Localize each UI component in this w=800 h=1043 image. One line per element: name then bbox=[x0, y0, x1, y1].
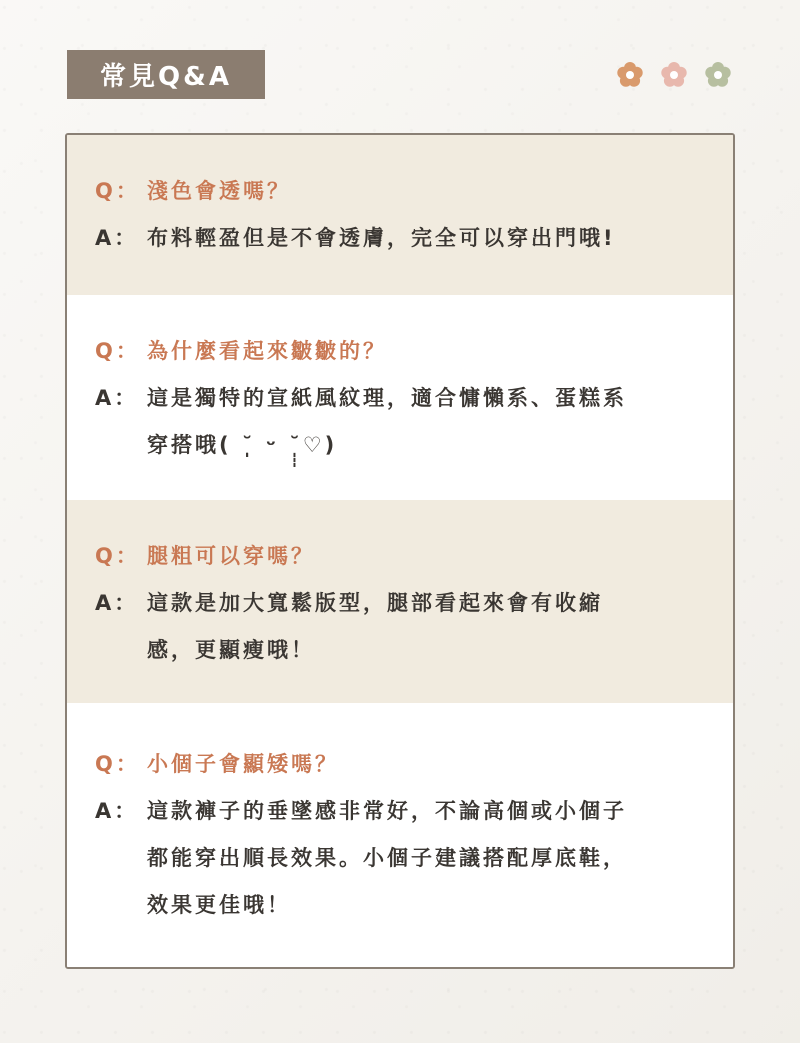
question-text: 淺色會透嗎？ bbox=[147, 179, 291, 203]
flower-decoration bbox=[616, 61, 732, 89]
answer-text: 效果更佳哦！ bbox=[147, 893, 291, 917]
answer-line-continued bbox=[95, 627, 733, 674]
flower-icon bbox=[616, 61, 644, 89]
question-text: 小個子會顯矮嗎？ bbox=[147, 752, 339, 776]
question-line bbox=[95, 328, 733, 375]
answer-text: 穿搭哦( ˘̩̩̩ ᵕ ˘̩̩̩♡) bbox=[147, 433, 338, 457]
question-line bbox=[95, 741, 733, 788]
answer-line bbox=[95, 580, 733, 627]
qa-item bbox=[67, 703, 733, 967]
answer-text: 都能穿出順長效果。小個子建議搭配厚底鞋， bbox=[147, 846, 627, 870]
question-prefix: Q： bbox=[95, 752, 140, 776]
question-prefix: Q： bbox=[95, 544, 140, 568]
answer-line bbox=[95, 375, 733, 422]
answer-line bbox=[95, 788, 733, 835]
answer-prefix: A： bbox=[95, 799, 139, 823]
page-title: 常見Q&A bbox=[67, 50, 265, 99]
answer-prefix: A： bbox=[95, 386, 139, 410]
answer-text: 這是獨特的宣紙風紋理，適合慵懶系、蛋糕系 bbox=[147, 386, 627, 410]
answer-line-continued bbox=[95, 882, 733, 929]
answer-text: 這款褲子的垂墜感非常好，不論高個或小個子 bbox=[147, 799, 627, 823]
qa-box bbox=[65, 133, 735, 969]
qa-item bbox=[67, 500, 733, 703]
flower-icon bbox=[660, 61, 688, 89]
question-line bbox=[95, 533, 733, 580]
qa-item bbox=[67, 135, 733, 295]
question-prefix: Q： bbox=[95, 179, 140, 203]
answer-line-continued bbox=[95, 835, 733, 882]
question-text: 為什麼看起來皺皺的？ bbox=[147, 339, 387, 363]
answer-text: 布料輕盈但是不會透膚，完全可以穿出門哦! bbox=[147, 226, 616, 250]
answer-text: 這款是加大寬鬆版型，腿部看起來會有收縮 bbox=[147, 591, 603, 615]
question-line bbox=[95, 168, 733, 215]
answer-text: 感，更顯瘦哦！ bbox=[147, 638, 315, 662]
qa-item bbox=[67, 295, 733, 500]
answer-line bbox=[95, 215, 733, 262]
flower-icon bbox=[704, 61, 732, 89]
question-text: 腿粗可以穿嗎？ bbox=[147, 544, 315, 568]
answer-prefix: A： bbox=[95, 226, 139, 250]
question-prefix: Q： bbox=[95, 339, 140, 363]
answer-prefix: A： bbox=[95, 591, 139, 615]
answer-line-continued bbox=[95, 422, 733, 469]
